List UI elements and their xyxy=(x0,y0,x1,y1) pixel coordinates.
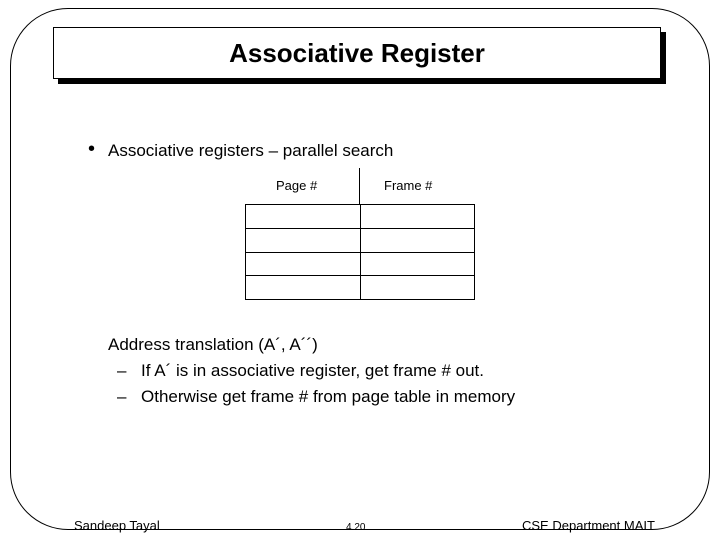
table-row xyxy=(246,228,475,252)
footer-department: CSE Department MAIT xyxy=(522,518,655,533)
footer-author: Sandeep Tayal xyxy=(74,518,160,533)
page-cell xyxy=(246,205,361,229)
bullet-marker: • xyxy=(88,138,96,160)
page-cell xyxy=(246,276,361,300)
bullet-text: Associative registers – parallel search xyxy=(108,141,394,160)
footer-page-number: 4.20 xyxy=(346,522,366,533)
page-cell xyxy=(246,252,361,276)
dash-marker: – xyxy=(117,387,127,406)
sub-bullet-item xyxy=(117,361,484,381)
frame-column-header: Frame # xyxy=(384,178,433,193)
table-row xyxy=(246,205,475,229)
frame-cell xyxy=(360,205,475,229)
sub-bullet-text: Otherwise get frame # from page table in memory xyxy=(141,387,516,406)
frame-cell xyxy=(360,252,475,276)
frame-cell xyxy=(360,228,475,252)
sub-bullet-text: If A´ is in associative register, get frame # out. xyxy=(141,361,484,380)
slide-title: Associative Register xyxy=(229,37,485,68)
title-box xyxy=(53,27,661,79)
table-row xyxy=(246,276,475,300)
sub-bullet-item xyxy=(117,387,515,407)
address-translation-heading: Address translation (A´, A´´) xyxy=(108,335,318,354)
table-row xyxy=(246,252,475,276)
frame-cell xyxy=(360,276,475,300)
page-column-header: Page # xyxy=(276,178,318,193)
dash-marker: – xyxy=(117,361,127,380)
page-cell xyxy=(246,228,361,252)
column-divider xyxy=(359,168,360,204)
associative-register-table xyxy=(245,204,475,300)
